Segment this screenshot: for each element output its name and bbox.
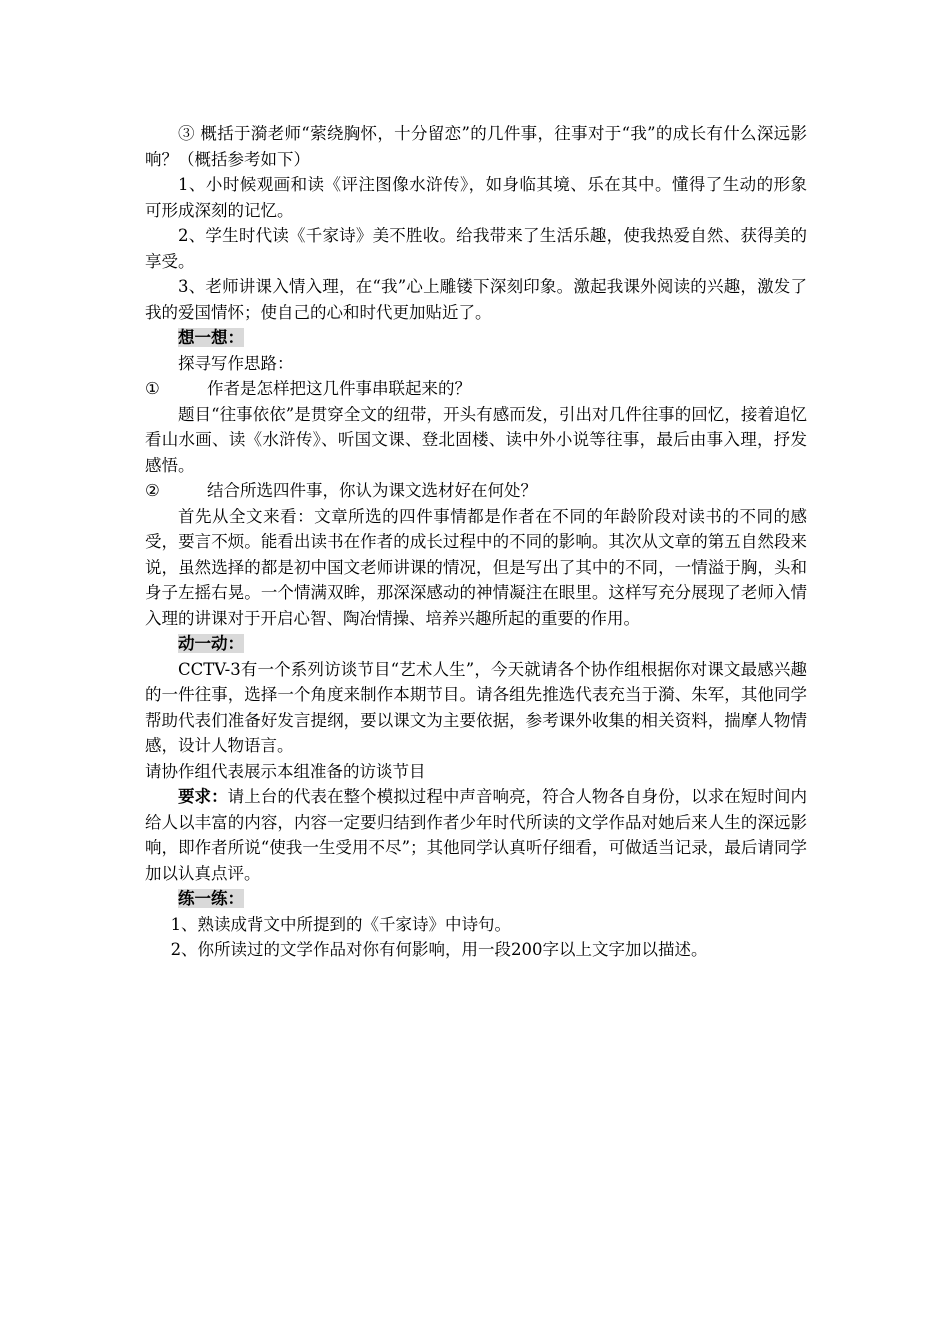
requirement-label: 要求： — [178, 787, 228, 806]
section-heading-act — [145, 631, 807, 657]
sub-question-1-text: 作者是怎样把这几件事串联起来的？ — [207, 379, 471, 398]
sub-question-2 — [145, 478, 807, 504]
sub-question-2-marker: ② — [145, 481, 160, 500]
requirement-paragraph — [145, 784, 807, 886]
requirement-text: 请上台的代表在整个模拟过程中声音响亮，符合人物各自身份，以求在短时间内给人以丰富的内容，内容一定要归结到作者少年时代所读的文学作品对她后来人生的深远影响，即作者所说“使我一生受用不尽”；其他同学认真听仔细看，可做适当记录，最后请同学加以认真点评。 — [145, 787, 808, 883]
document-page — [145, 121, 807, 963]
answer-1: 题目“往事依依”是贯穿全文的纽带，开头有感而发，引出对几件往事的回忆，接着追忆看山水画、读《水浒传》、听国文课、登北固楼、读中外小说等往事，最后由事入理，抒发感悟。 — [145, 404, 807, 475]
explore-line: 探寻写作思路： — [178, 353, 294, 373]
activity-paragraph: CCTV-3有一个系列访谈节目“艺术人生”，今天就请各个协作组根据你对课文最感兴趣的一件往事，选择一个角度来制作本期节目。请各组先推选代表充当于漪、朱军，其他同学帮助代表们准备好发言提纲，要以课文为主要依据，参考课外收集的相关资料，揣摩人物情感，设计人物语言。 — [145, 659, 807, 755]
section-heading-think — [145, 325, 807, 351]
summary-item-3: 3、老师讲课入情入理，在“我”心上雕镂下深刻印象。激起我课外阅读的兴趣，激发了我的爱国情怀；使自己的心和时代更加贴近了。 — [145, 277, 807, 322]
sub-question-1-marker: ① — [145, 379, 160, 398]
summary-item-2: 2、学生时代读《千家诗》美不胜收。给我带来了生活乐趣，使我热爱自然、获得美的享受。 — [145, 226, 807, 271]
section-heading-practice — [145, 886, 807, 912]
present-line: 请协作组代表展示本组准备的访谈节目 — [145, 761, 426, 781]
exercise-1: 1、熟读成背文中所提到的《千家诗》中诗句。 — [170, 914, 512, 934]
question-3: ③ 概括于漪老师“萦绕胸怀，十分留恋”的几件事，往事对于“我”的成长有什么深远影响？（概括参考如下） — [145, 124, 807, 169]
sub-question-2-text: 结合所选四件事，你认为课文选材好在何处？ — [207, 481, 537, 500]
sub-question-1 — [145, 376, 807, 402]
answer-2: 首先从全文来看：文章所选的四件事情都是作者在不同的年龄阶段对读书的不同的感受，要言不烦。能看出读书在作者的成长过程中的不同的影响。其次从文章的第五自然段来说，虽然选择的都是初中国文老师讲课的情况，但是写出了其中的不同，一情溢于胸，头和身子左摇右晃。一个情满双眸，那深深感动的神情凝注在眼里。这样写充分展现了老师入情入理的讲课对于开启心智、陶冶情操、培养兴趣所起的重要的作用。 — [145, 506, 807, 628]
heading-practice-label: 练一练： — [178, 889, 244, 908]
exercise-2: 2、你所读过的文学作品对你有何影响，用一段200字以上文字加以描述。 — [170, 940, 708, 959]
heading-think-label: 想一想： — [178, 328, 244, 347]
heading-act-label: 动一动： — [178, 634, 244, 653]
summary-item-1: 1、小时候观画和读《评注图像水浒传》，如身临其境、乐在其中。懂得了生动的形象可形成深刻的记忆。 — [145, 175, 807, 220]
